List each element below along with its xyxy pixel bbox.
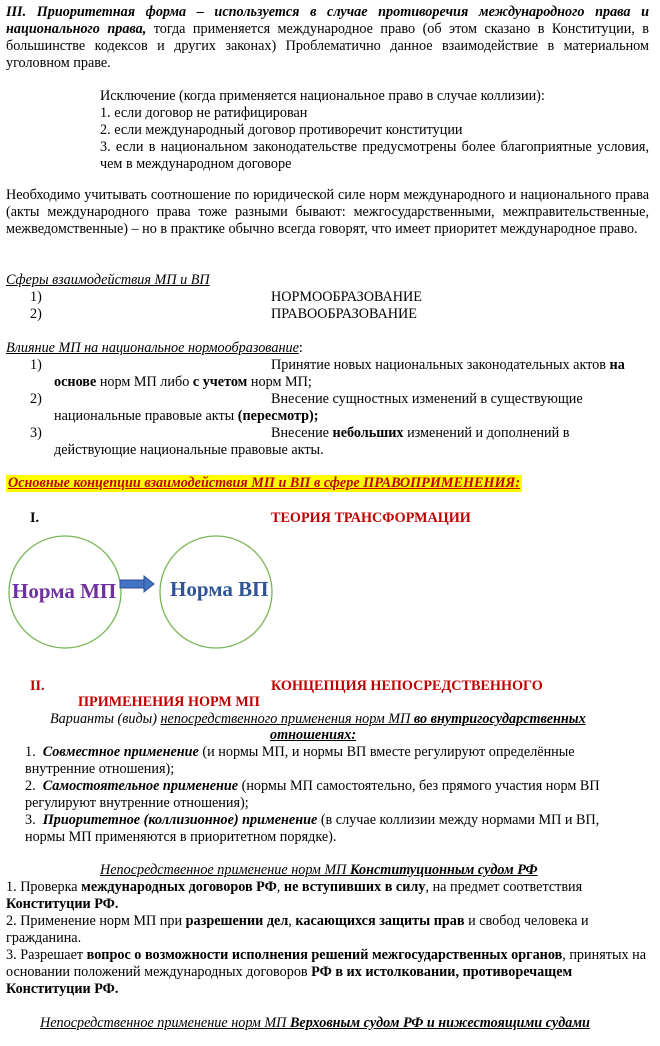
- variants-heading: Варианты (виды) непосредственного применения норм МП во внутригосударственных: [50, 711, 586, 727]
- theory-2-title-a: КОНЦЕПЦИЯ НЕПОСРЕДСТВЕННОГО: [271, 678, 543, 694]
- influence-item-2-cont: национальные правовые акты (пересмотр);: [54, 408, 319, 424]
- const-court-item: 1. Проверка международных договоров РФ, не вступивших в силу, на предмет соответствия Конституции РФ.: [6, 879, 583, 912]
- exception-item: 2. если международный договор противоречит конституции: [100, 122, 463, 138]
- legal-force-paragraph: Необходимо учитывать соотношение по юридической силе норм международного и национального права (акты международного права тоже разными бывают: межгосударственными, межправительственные, межведомственные) – но в практике обычно всегда говорят, что имеет приоритет международное право.: [6, 187, 649, 237]
- const-court-item: 3. Разрешает вопрос о возможности исполнения решений межгосударственных органов, принятых на основании положений международных договоров РФ в их истолковании, противоречащем Конституции РФ.: [6, 947, 647, 997]
- exception-item: 1. если договор не ратифицирован: [100, 105, 308, 121]
- norm-mp-label: Норма МП: [12, 579, 117, 603]
- const-court-item: 2. Применение норм МП при разрешении дел, касающихся защиты прав и свобод человека и гражданина.: [6, 913, 589, 946]
- section-iii-paragraph: [6, 4, 649, 72]
- variant-item: 1. Совместное применение (и нормы МП, и нормы ВП вместе регулируют определённые внутренние отношения);: [25, 744, 575, 777]
- influence-title: Влияние МП на национальное нормообразование:: [6, 340, 303, 356]
- sphere-item: НОРМООБРАЗОВАНИЕ: [271, 289, 422, 305]
- variants-list: [25, 744, 625, 846]
- main-heading: Основные концепции взаимодействия МП и ВП в сфере ПРАВОПРИМЕНЕНИЯ:: [8, 475, 521, 491]
- spheres-title: Сферы взаимодействия МП и ВП: [6, 272, 210, 288]
- sphere-number: 1): [30, 289, 42, 305]
- exceptions-block: [100, 88, 649, 173]
- influence-number: 1): [30, 357, 42, 373]
- supreme-court-heading: Непосредственное применение норм МП Верховным судом РФ и нижестоящими судами: [40, 1015, 590, 1031]
- influence-item-1: Принятие новых национальных законодательных актов на: [271, 357, 625, 373]
- influence-number: 2): [30, 391, 42, 407]
- sphere-number: 2): [30, 306, 42, 322]
- influence-item-1-cont: основе норм МП либо с учетом норм МП;: [54, 374, 312, 390]
- theory-2-number: II.: [30, 678, 45, 694]
- variant-item: 3. Приоритетное (коллизионное) применение (в случае коллизии между нормами МП и ВП, нормы МП применяются в приоритетном порядке).: [25, 812, 600, 845]
- theory-1-number: I.: [30, 510, 40, 526]
- exception-item: 3. если в национальном законодательстве предусмотрены более благоприятные условия, чем в международном договоре: [100, 139, 649, 172]
- influence-item-2: Внесение сущностных изменений в существующие: [271, 391, 583, 407]
- influence-item-3: Внесение небольших изменений и дополнений в: [271, 425, 570, 441]
- variants-heading-cont: отношениях:: [270, 727, 357, 743]
- arrow-right-icon: [120, 576, 154, 592]
- influence-item-3-cont: действующие национальные правовые акты.: [54, 442, 324, 458]
- influence-number: 3): [30, 425, 42, 441]
- variant-item: 2. Самостоятельное применение (нормы МП самостоятельно, без прямого участия норм ВП регулируют внутренние отношения);: [25, 778, 600, 811]
- section-iii-rest: тогда применяется международное право (об этом сказано в Конституции, в большинстве кодексов и других законах) Проблематично данное взаимодействие в материальном уголовном праве.: [6, 21, 649, 71]
- section-iii-lead: III. Приоритетная форма – используется в случае противоречия международного права и национального права,: [6, 4, 649, 37]
- const-court-heading: Непосредственное применение норм МП Конституционным судом РФ: [100, 862, 538, 878]
- theory-1-title: ТЕОРИЯ ТРАНСФОРМАЦИИ: [271, 510, 471, 526]
- exceptions-intro: Исключение (когда применяется национальное право в случае коллизии):: [100, 88, 545, 104]
- sphere-item: ПРАВООБРАЗОВАНИЕ: [271, 306, 417, 322]
- theory-2-title-b: ПРИМЕНЕНИЯ НОРМ МП: [78, 694, 260, 710]
- transformation-diagram: [0, 532, 300, 656]
- norm-vp-label: Норма ВП: [170, 577, 269, 601]
- const-court-list: [6, 879, 646, 998]
